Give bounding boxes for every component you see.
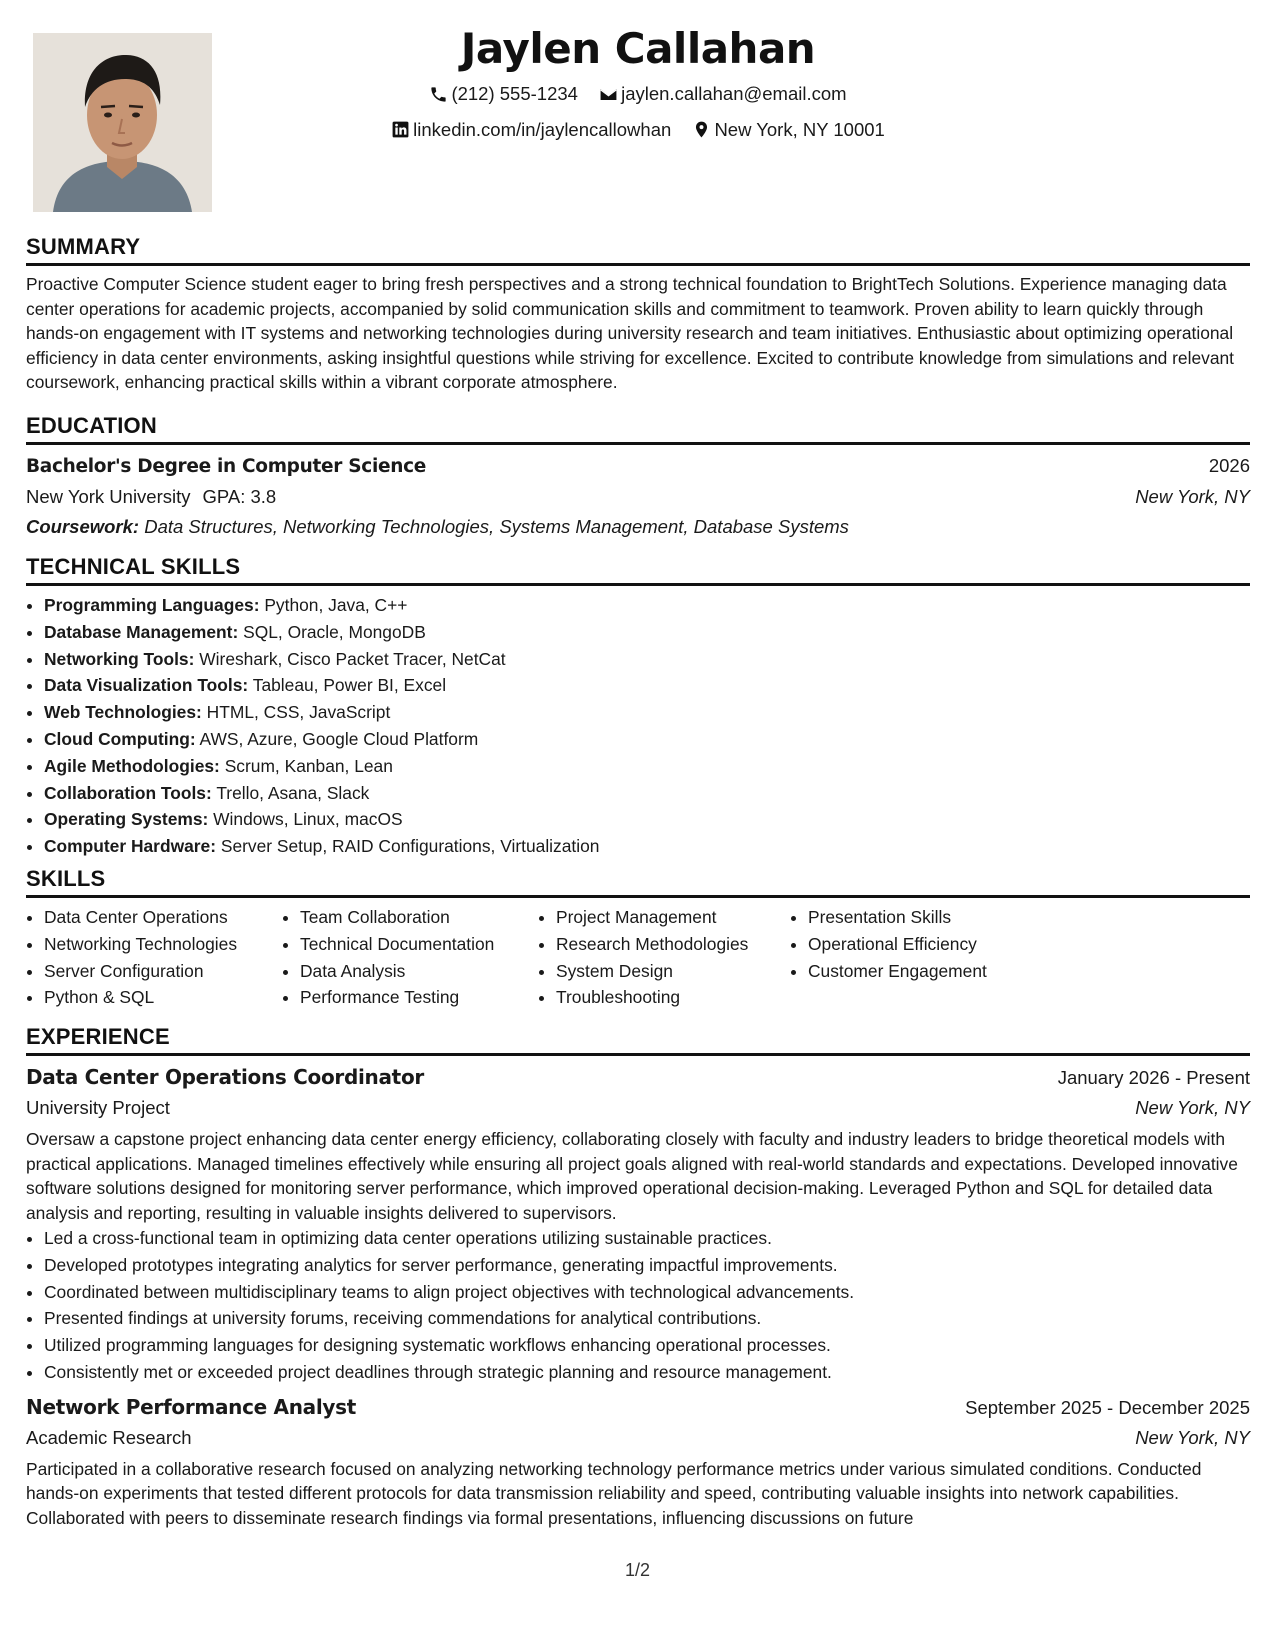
- contact-line-2: [26, 114, 1250, 150]
- list-item: • Project Management: [556, 904, 790, 931]
- school-location: New York, NY: [1135, 486, 1250, 507]
- gpa: GPA: 3.8: [202, 486, 277, 507]
- experience-heading: EXPERIENCE: [26, 1022, 1250, 1056]
- degree-name: Bachelor's Degree in Computer Science: [26, 456, 427, 477]
- list-item: • Server Configuration: [44, 958, 282, 985]
- phone-text: (212) 555-1234: [451, 83, 578, 104]
- list-item: • Networking Tools: Wireshark, Cisco Packet Tracer, NetCat: [44, 646, 1250, 673]
- list-item: • Cloud Computing: AWS, Azure, Google Cloud Platform: [44, 726, 1250, 753]
- list-item: • Presented findings at university forums, receiving commendations for analytical contributions.: [44, 1305, 1250, 1332]
- resume-page: [26, 0, 1250, 1650]
- list-item: • Python & SQL: [44, 984, 282, 1011]
- phone-icon: [429, 85, 448, 104]
- list-item: • Consistently met or exceeded project deadlines through strategic planning and resource management.: [44, 1359, 1250, 1386]
- location-contact: [692, 114, 884, 146]
- job-bullets: [26, 1225, 1250, 1386]
- list-item: • Technical Documentation: [300, 931, 538, 958]
- education-section: [26, 411, 1250, 542]
- list-item: • Agile Methodologies: Scrum, Kanban, Lean: [44, 753, 1250, 780]
- coursework-label: Coursework:: [26, 516, 140, 537]
- skills-column-1: [26, 904, 282, 1011]
- list-item: • Operating Systems: Windows, Linux, macOS: [44, 806, 1250, 833]
- skills-column-3: [538, 904, 790, 1011]
- job-organization: Academic Research: [26, 1426, 192, 1448]
- job-location: New York, NY: [1135, 1097, 1250, 1118]
- job-title: Network Performance Analyst: [26, 1394, 357, 1419]
- list-item: • Networking Technologies: [44, 931, 282, 958]
- job-title: Data Center Operations Coordinator: [26, 1065, 424, 1089]
- job-organization: University Project: [26, 1097, 170, 1118]
- job-title-row: [26, 1062, 1250, 1093]
- list-item: • Research Methodologies: [556, 931, 790, 958]
- list-item: • Presentation Skills: [808, 904, 1068, 931]
- technical-skills-heading: TECHNICAL SKILLS: [26, 552, 1250, 586]
- linkedin-icon: [391, 120, 410, 139]
- job-entry: [26, 1062, 1250, 1386]
- email-text: jaylen.callahan@email.com: [621, 83, 847, 104]
- candidate-name: Jaylen Callahan: [460, 24, 816, 73]
- list-item: • Web Technologies: HTML, CSS, JavaScript: [44, 699, 1250, 726]
- job-org-row: [26, 1423, 1250, 1453]
- linkedin-contact[interactable]: [391, 114, 671, 146]
- list-item: • Collaboration Tools: Trello, Asana, Slack: [44, 780, 1250, 807]
- list-item: • Team Collaboration: [300, 904, 538, 931]
- job-dates: January 2026 - Present: [1057, 1067, 1250, 1088]
- skills-grid: [26, 904, 1250, 1011]
- degree-row: [26, 451, 1250, 482]
- skills-column-2: [282, 904, 538, 1011]
- technical-skills-list: [26, 592, 1250, 860]
- school-name: New York University: [26, 486, 191, 507]
- page-number: 1/2: [624, 1560, 651, 1580]
- linkedin-text: linkedin.com/in/jaylencallowhan: [413, 118, 672, 140]
- job-dates: September 2025 - December 2025: [965, 1396, 1250, 1418]
- summary-heading: SUMMARY: [26, 232, 1250, 266]
- list-item: • Led a cross-functional team in optimizing data center operations utilizing sustainable practices.: [44, 1225, 1250, 1252]
- experience-section: [26, 1022, 1250, 1530]
- coursework-list: Data Structures, Networking Technologies, Systems Management, Database Systems: [144, 516, 849, 537]
- list-item: • Database Management: SQL, Oracle, MongoDB: [44, 619, 1250, 646]
- job-description: Oversaw a capstone project enhancing data center energy efficiency, collaborating closely with faculty and industry leaders to bridge theoretical models with practical applications. Managed timelines effectively while ensuring all project goals aligned with real-world standards and expectations. Developed innovative software solutions designed for monitoring server performance, which improved operational decision-making. Leveraged Python and SQL for detailed data analysis and reporting, resulting in valuable insights delivered to supervisors.: [26, 1129, 1238, 1223]
- job-description: Participated in a collaborative research focused on analyzing networking technology performance metrics under various simulated conditions. Conducted hands-on experiments that tested different protocols for data transmission reliability and speed, contributing valuable insights into network capabilities. Collaborated with peers to disseminate research findings via formal presentations, influencing discussions on future: [26, 1458, 1202, 1528]
- education-heading: EDUCATION: [26, 411, 1250, 445]
- list-item: • Data Visualization Tools: Tableau, Power BI, Excel: [44, 672, 1250, 699]
- summary-text: Proactive Computer Science student eager to bring fresh perspectives and a strong technical foundation to BrightTech Solutions. Experience managing data center operations for academic projects, accompanied by solid communication skills and commitment to teamwork. Proven ability to learn quickly through hands-on engagement with IT systems and networking technologies during university research and team initiatives. Enthusiastic about optimizing operational efficiency in data center environments, asking insightful questions while striving for excellence. Excited to contribute knowledge from simulations and relevant coursework, enhancing practical skills within a vibrant corporate atmosphere.: [26, 274, 1234, 392]
- skills-column-4: [790, 904, 1068, 1011]
- list-item: • Utilized programming languages for designing systematic workflows enhancing operational processes.: [44, 1332, 1250, 1359]
- list-item: • Customer Engagement: [808, 958, 1068, 985]
- list-item: • Coordinated between multidisciplinary teams to align project objectives with technological advancements.: [44, 1279, 1250, 1306]
- email-contact[interactable]: [599, 78, 846, 110]
- job-org-row: [26, 1093, 1250, 1123]
- list-item: • System Design: [556, 958, 790, 985]
- envelope-icon: [599, 85, 618, 104]
- job-entry: [26, 1392, 1250, 1531]
- skills-section: [26, 864, 1250, 1011]
- list-item: • Data Center Operations: [44, 904, 282, 931]
- coursework-line: [26, 512, 1250, 542]
- school-row: [26, 482, 1250, 512]
- location-text: New York, NY 10001: [714, 118, 885, 140]
- list-item: • Developed prototypes integrating analytics for server performance, generating impactful improvements.: [44, 1252, 1250, 1279]
- list-item: • Computer Hardware: Server Setup, RAID Configurations, Virtualization: [44, 833, 1250, 860]
- list-item: • Performance Testing: [300, 984, 538, 1011]
- job-location: New York, NY: [1135, 1426, 1250, 1448]
- graduation-year: 2026: [1208, 455, 1250, 476]
- technical-skills-section: [26, 552, 1250, 860]
- job-title-row: [26, 1392, 1250, 1423]
- contact-line-1: [26, 78, 1250, 114]
- resume-header: [26, 20, 1250, 149]
- list-item: • Operational Efficiency: [808, 931, 1068, 958]
- phone-contact: [429, 78, 578, 110]
- list-item: • Programming Languages: Python, Java, C++: [44, 592, 1250, 619]
- summary-section: [26, 232, 1250, 395]
- list-item: • Troubleshooting: [556, 984, 790, 1011]
- skills-heading: SKILLS: [26, 864, 1250, 898]
- map-pin-icon: [692, 120, 711, 139]
- list-item: • Data Analysis: [300, 958, 538, 985]
- school-info: [26, 482, 276, 512]
